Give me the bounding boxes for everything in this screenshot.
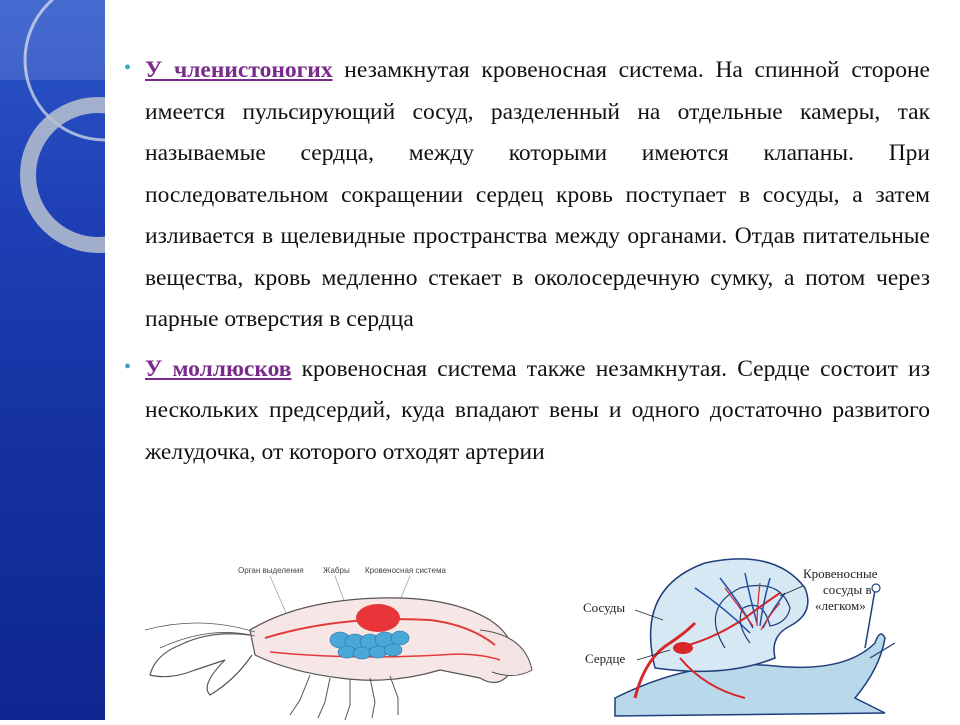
label-circulatory-system: Кровеносная система [365,566,446,575]
label-lung-vessels-line3: «легком» [815,598,866,613]
bullet-mollusks [120,349,930,474]
bullet-arthropods [120,50,930,341]
label-lung-vessels-line2: сосуды в [823,582,872,597]
text-mollusks: кровеносная система также незамкнутая. Сердце состоит из нескольких предсердий, куда впадают вены и одного достаточно развитого желудочка, от которого отходят артерии [145,355,930,465]
label-lung-vessels-line1: Кровеносные [803,566,878,581]
crayfish-illustration [140,560,540,720]
text-arthropods: незамкнутая кровеносная система. На спинной стороне имеется пульсирующий сосуд, разделенный на отдельные камеры, так называемые сердца, между которыми имеются клапаны. При последовательном сокращении сердец кровь поступает в сосуды, а затем изливается в щелевидные пространства между органами. Отдав питательные вещества, кровь медленно стекает в околосердечную сумку, а потом через парные отверстия в сердца [145,57,930,332]
label-vessels: Сосуды [583,600,626,615]
snail-drawing [575,548,945,720]
bullet-dot-icon: • [124,355,132,378]
decorative-side-panel [0,0,105,720]
decorative-rings [0,0,105,720]
highlight-arthropods: У членистоногих [145,57,333,83]
slide-content [120,50,930,473]
label-gills: Жабры [323,566,350,575]
bullet-dot-icon: • [124,57,132,79]
crayfish-drawing [140,560,540,720]
highlight-mollusks: У моллюсков [145,355,292,382]
snail-illustration [575,548,945,720]
label-heart: Сердце [585,651,626,666]
label-excretory-organ: Орган выделения [238,566,304,575]
